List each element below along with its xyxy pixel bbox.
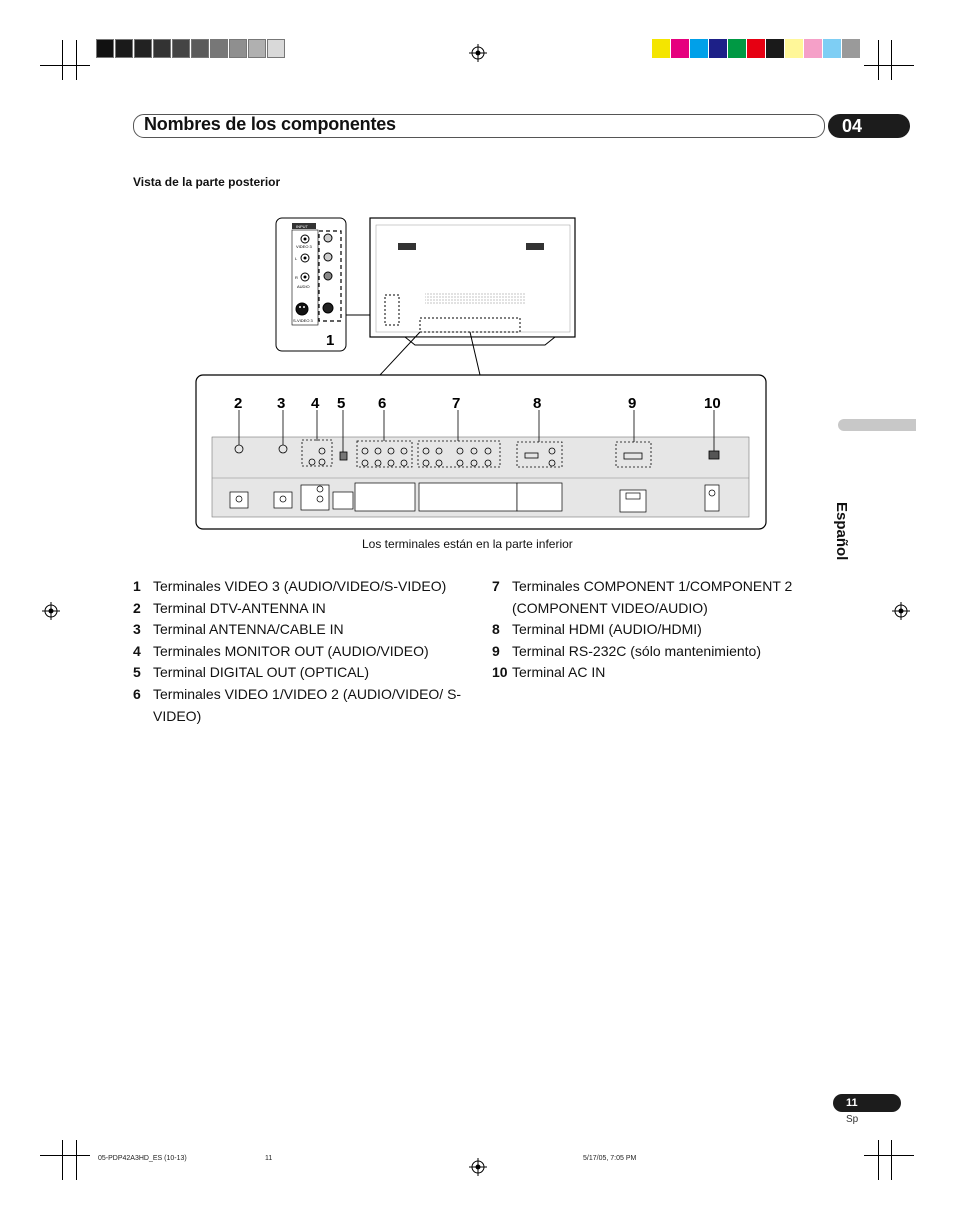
language-code: Sp xyxy=(846,1114,859,1125)
gray-swatch xyxy=(210,39,228,58)
svg-text:S-VIDEO 3: S-VIDEO 3 xyxy=(293,318,313,323)
inset-input-label: INPUT xyxy=(296,224,308,229)
footer-file: 05-PDP42A3HD_ES (10-13) xyxy=(98,1155,187,1162)
gray-swatch xyxy=(153,39,171,58)
callout-4: 4 xyxy=(311,395,320,412)
callout-10: 10 xyxy=(704,395,721,412)
terminal-list-left xyxy=(133,576,478,727)
terminal-list-right xyxy=(492,576,822,684)
callout-7: 7 xyxy=(452,395,461,412)
page-number: 11 xyxy=(833,1094,901,1112)
callout-9: 9 xyxy=(628,395,637,412)
callout-2: 2 xyxy=(234,395,243,412)
list-item: 2 Terminal DTV-ANTENNA IN xyxy=(133,599,326,616)
color-swatch xyxy=(804,39,822,58)
rear-panel-diagram xyxy=(190,215,770,533)
color-swatch xyxy=(728,39,746,58)
registration-mark-icon xyxy=(892,602,910,620)
gray-swatch xyxy=(191,39,209,58)
callout-6: 6 xyxy=(378,395,387,412)
gray-swatch xyxy=(248,39,266,58)
gray-swatch xyxy=(134,39,152,58)
registration-mark-icon xyxy=(469,1158,487,1176)
list-item: 4 Terminales MONITOR OUT (AUDIO/VIDEO) xyxy=(133,642,429,659)
list-item: 3 Terminal ANTENNA/CABLE IN xyxy=(133,621,344,638)
callout-1: 1 xyxy=(326,332,335,349)
chapter-number: 04 xyxy=(828,114,910,138)
video3-inset xyxy=(276,218,346,351)
gray-swatch xyxy=(115,39,133,58)
list-item: 8 Terminal HDMI (AUDIO/HDMI) xyxy=(492,621,702,638)
color-swatch xyxy=(842,39,860,58)
language-tab xyxy=(838,419,916,431)
list-item: 7 Terminales COMPONENT 1/COMPONENT 2 (COMPONENT VIDEO/AUDIO) xyxy=(492,578,793,616)
list-item: 10 Terminal AC IN xyxy=(492,664,606,681)
language-label: Español xyxy=(833,502,850,561)
registration-mark-icon xyxy=(469,44,487,62)
footer-page: 11 xyxy=(265,1155,273,1162)
list-item: 9 Terminal RS-232C (sólo mantenimiento) xyxy=(492,642,761,659)
svg-text:AUDIO: AUDIO xyxy=(297,284,310,289)
tv-rear-outline xyxy=(370,218,575,337)
callout-8: 8 xyxy=(533,395,542,412)
list-item: 6 Terminales VIDEO 1/VIDEO 2 (AUDIO/VIDEO/ S-VIDEO) xyxy=(133,685,462,724)
gray-swatch xyxy=(172,39,190,58)
callout-5: 5 xyxy=(337,395,346,412)
svg-text:R: R xyxy=(295,275,298,280)
diagram-caption: Los terminales están en la parte inferior xyxy=(362,537,573,551)
color-swatch xyxy=(823,39,841,58)
section-heading: Vista de la parte posterior xyxy=(133,175,281,189)
callout-3: 3 xyxy=(277,395,286,412)
color-swatch xyxy=(671,39,689,58)
list-item: 1 Terminales VIDEO 3 (AUDIO/VIDEO/S-VIDEO) xyxy=(133,578,447,594)
color-swatch xyxy=(785,39,803,58)
gray-swatch xyxy=(229,39,247,58)
color-swatch xyxy=(652,39,670,58)
list-item: 5 Terminal DIGITAL OUT (OPTICAL) xyxy=(133,664,369,681)
registration-mark-icon xyxy=(42,602,60,620)
color-swatch xyxy=(709,39,727,58)
svg-text:VIDEO 3: VIDEO 3 xyxy=(296,244,312,249)
gray-swatch xyxy=(267,39,285,58)
svg-text:L: L xyxy=(295,256,298,261)
color-swatch xyxy=(690,39,708,58)
footer-date: 5/17/05, 7:05 PM xyxy=(583,1155,637,1162)
page-title: Nombres de los componentes xyxy=(144,114,396,134)
gray-swatch xyxy=(96,39,114,58)
color-swatch xyxy=(766,39,784,58)
color-swatch xyxy=(747,39,765,58)
